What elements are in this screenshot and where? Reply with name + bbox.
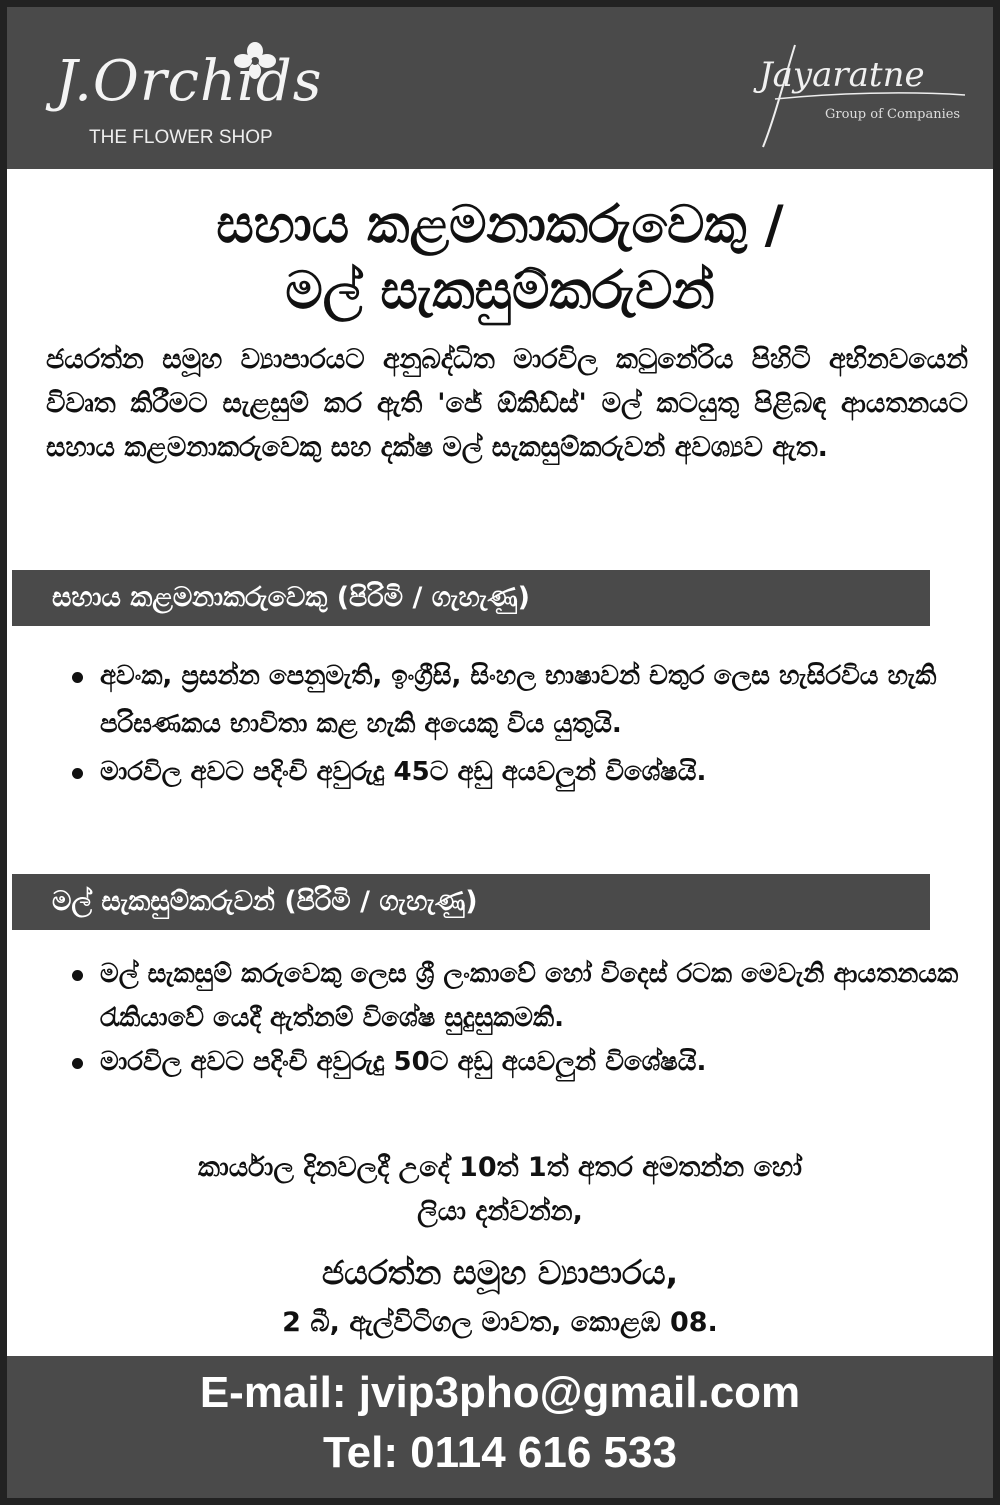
list-item-text: මාරවිල අවට පදිංචි අවුරුදු 45ට අඩු අයවලුන් විශේෂයි. (100, 757, 707, 787)
section-heading-flower-arrangers: මල් සැකසුම්කරුවන් (පිරිමි / ගැහැණු) (12, 874, 930, 930)
bullet-icon (72, 970, 83, 981)
section-heading-assistant-manager: සහාය කළමනාකරුවෙකු (පිරිමි / ගැහැණු) (12, 570, 930, 626)
header-band (7, 7, 993, 169)
j-orchids-logo (55, 35, 355, 155)
bullet-icon (72, 1058, 83, 1069)
title-line-2: මල් සැකසුම්කරුවන් (285, 261, 715, 321)
contact-instruction-line-2: ලියා දන්වන්න, (417, 1196, 583, 1227)
contact-instruction-line-1: කාර්යාල දිනවලදී උදේ 10ත් 1ත් අතර අමතන්න හෝ (197, 1152, 803, 1183)
logo-tagline: THE FLOWER SHOP (89, 127, 273, 148)
title-line-1: සහාය කළමනාකරුවෙකු / (216, 195, 784, 255)
list-item (70, 952, 970, 1040)
list-item (70, 652, 970, 748)
list-item (70, 748, 970, 796)
list-item (70, 1040, 970, 1084)
intro-paragraph: ජයරත්න සමූහ ව්‍යාපාරයට අනුබද්ධිත මාරවිල කටුනේරිය පිහිටි අභිනවයෙන් විවෘත කිරීමට සැළසුම් කර ඇති 'ජේ ඕකිඩ්ස්' මල් කටයුතු පිළිබඳ ආයතනයට සහාය කළමනාකරුවෙකු සහ දක්ෂ මල් සැකසුම්කරුවන් අවශ්‍යව ඇත. (46, 344, 968, 463)
company-address: 2 බී, ඇල්විටිගල මාවත, කොළඹ 08. (282, 1307, 718, 1338)
signature-logo-tagline: Group of Companies (825, 107, 961, 122)
bullet-icon (72, 672, 83, 683)
list-item-text: මල් සැකසුම් කරුවෙකු ලෙස ශ්‍රී ලංකාවේ හෝ විදෙස් රටක මෙවැනි ආයතනයක රැකියාවේ යෙදී ඇත්නම් විශේෂ සුදුසුකමකි. (100, 959, 959, 1033)
footer-band (7, 1356, 993, 1498)
flower-arranger-requirements (70, 952, 970, 1084)
list-item-text: අවංක, ප්‍රසන්න පෙනුමැති, ඉංග්‍රීසි, සිංහල භාෂාවන් චතුර ලෙස හැසිරවිය හැකි පරිඝණකය භාවිතා කළ හැකි අයෙකු විය යුතුයි. (100, 661, 937, 739)
list-item-text: මාරවිල අවට පදිංචි අවුරුදු 50ට අඩු අයවලුන් විශේෂයි. (100, 1047, 707, 1077)
jayaratne-logo (755, 37, 970, 157)
logo-name: J.Orchids (55, 49, 323, 114)
signature-logo-name: Jayaratne (759, 55, 925, 95)
company-name: ජයරත්න සමූහ ව්‍යාපාරය, (321, 1253, 679, 1292)
email-text: E-mail: jvip3pho@gmail.com (199, 1368, 801, 1417)
telephone-text: Tel: 0114 616 533 (323, 1428, 677, 1477)
assistant-manager-requirements (70, 652, 970, 796)
bullet-icon (72, 768, 83, 779)
